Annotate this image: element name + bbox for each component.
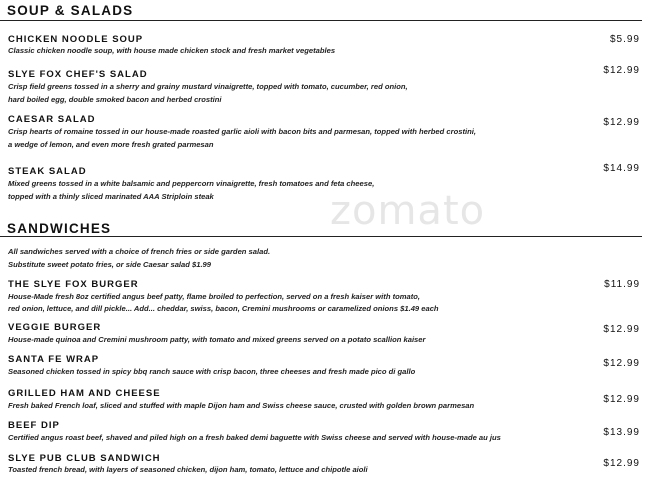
menu-item-name: THE SLYE FOX BURGER (8, 279, 139, 290)
menu-item-name: GRILLED HAM AND CHEESE (8, 388, 161, 399)
menu-item-description: red onion, lettuce, and dill pickle... Add... cheddar, swiss, bacon, Cremini mushrooms or caramelized onions $1.49 each (8, 304, 439, 313)
menu-item-name: SANTA FE WRAP (8, 354, 100, 365)
menu-item-description: House-made quinoa and Cremini mushroom patty, with tomato and mixed greens served on a potato scallion kaiser (8, 335, 426, 344)
watermark-logo: zomato (330, 188, 486, 234)
section-divider (0, 236, 642, 237)
menu-item-price: $12.99 (603, 65, 640, 76)
menu-item-price: $13.99 (603, 427, 640, 438)
section-title-sandwiches: SANDWICHES (7, 221, 112, 236)
menu-item-description: Crisp hearts of romaine tossed in our house-made roasted garlic aioli with bacon bits and parmesan, topped with herbed crostini, (8, 127, 476, 136)
menu-item-price: $5.99 (609, 34, 640, 45)
menu-item-description: Certified angus roast beef, shaved and piled high on a fresh baked demi baguette with Swiss cheese and served with house-made au jus (8, 433, 501, 442)
menu-item-price: $11.99 (604, 279, 640, 290)
section-intro: All sandwiches served with a choice of french fries or side garden salad. (8, 247, 271, 256)
menu-item-name: CHICKEN NOODLE SOUP (8, 34, 144, 45)
menu-item-description: a wedge of lemon, and even more fresh grated parmesan (8, 140, 214, 149)
menu-item-name: BEEF DIP (8, 420, 60, 431)
menu-item-name: STEAK SALAD (8, 166, 87, 177)
menu-item-price: $12.99 (603, 458, 640, 469)
menu-item-description: Classic chicken noodle soup, with house made chicken stock and fresh market vegetables (8, 46, 336, 55)
menu-item-description: Mixed greens tossed in a white balsamic and peppercorn vinaigrette, fresh tomatoes and feta cheese, (8, 179, 375, 188)
menu-item-description: hard boiled egg, double smoked bacon and herbed crostini (8, 95, 222, 104)
menu-item-price: $12.99 (603, 324, 640, 335)
menu-item-price: $12.99 (603, 358, 640, 369)
menu-item-description: topped with a thinly sliced marinated AAA Striploin steak (8, 192, 214, 201)
menu-item-price: $12.99 (603, 394, 640, 405)
section-divider (0, 20, 642, 21)
menu-item-description: Seasoned chicken tossed in spicy bbq ranch sauce with crisp bacon, three cheeses and fresh made pico di gallo (8, 367, 416, 376)
menu-item-description: Crisp field greens tossed in a sherry and grainy mustard vinaigrette, topped with tomato, cucumber, red onion, (8, 82, 408, 91)
menu-item-name: SLYE FOX CHEF'S SALAD (8, 69, 148, 80)
menu-item-name: CAESAR SALAD (8, 114, 96, 125)
menu-item-description: Toasted french bread, with layers of seasoned chicken, dijon ham, tomato, lettuce and chipotle aioli (8, 465, 368, 474)
section-title-soup-salads: SOUP & SALADS (7, 3, 134, 18)
menu-item-name: SLYE PUB CLUB SANDWICH (8, 453, 161, 464)
menu-item-price: $14.99 (603, 163, 640, 174)
section-intro: Substitute sweet potato fries, or side Caesar salad $1.99 (8, 260, 211, 269)
menu-item-name: VEGGIE BURGER (8, 322, 102, 333)
menu-item-description: House-Made fresh 8oz certified angus beef patty, flame broiled to perfection, served on a fresh kaiser with tomato, (8, 292, 420, 301)
menu-item-price: $12.99 (603, 117, 640, 128)
menu-item-description: Fresh baked French loaf, sliced and stuffed with maple Dijon ham and Swiss cheese sauce, crusted with golden brown parmesan (8, 401, 475, 410)
